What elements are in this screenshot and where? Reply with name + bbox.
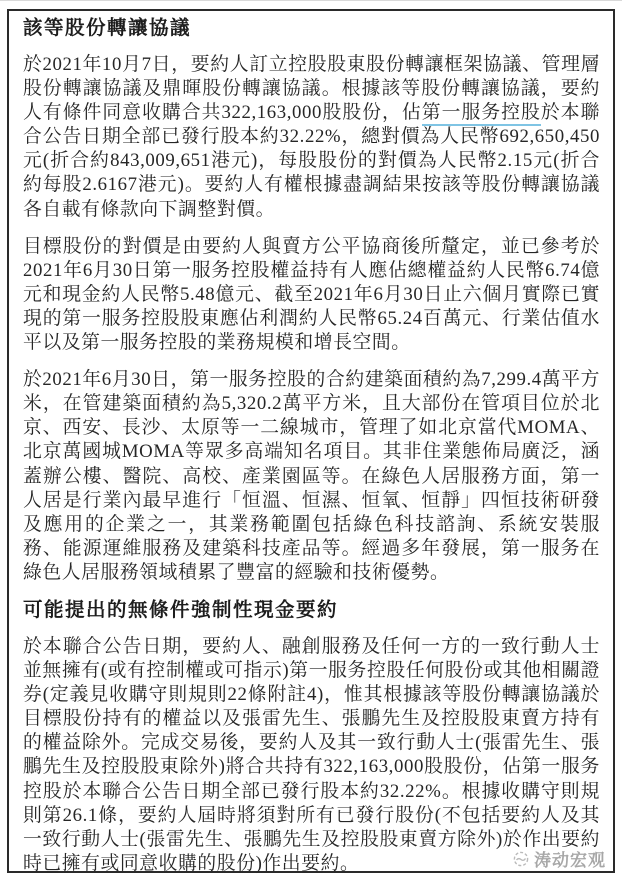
section-heading-mandatory-cash-offer: 可能提出的無條件強制性現金要約 bbox=[23, 598, 339, 621]
paragraph-consideration-basis: 目標股份的對價是由要約人與賣方公平協商後所釐定，並已參考於2021年6月30日第一服务控股權益持有人應佔總權益約人民幣6.74億元和現金約人民幣5.48億元、截至2021年6月30日止六個月實際已實現的第一服务控股股東應佔利潤約人民幣65.24百萬元、行業估值水平以及第一服务控股的業務規模和增長空間。 bbox=[23, 235, 600, 354]
section-heading-share-transfer-agreements: 該等股份轉讓協議 bbox=[23, 17, 192, 39]
document-border-frame bbox=[7, 9, 615, 873]
page-top-divider bbox=[0, 0, 622, 1]
watermark-label: 涛动宏观 bbox=[534, 851, 606, 870]
paragraph-text-before-company: 於2021年10月7日，要約人訂立控股股東股份轉讓框架協議、管理層股份轉讓協議及鼎暉股份轉讓協議。根據該等股份轉讓協議，要約人有條件同意收購合共322,163,000股股份，佔 bbox=[23, 54, 600, 124]
paragraph-text-after-company: 於本聯合公告日期全部已發行股本約32.22%，總對價為人民幣692,650,450元(折合約843,009,651港元)，每股股份的對價為人民幣2.15元(折合約每股2.6167港元)。要約人有權根據盡調結果按該等股份轉讓協議各自載有條款向下調整對價。 bbox=[23, 102, 600, 220]
paragraph-share-transfer-terms bbox=[23, 53, 600, 222]
company-name-underlined: 第一服务控股 bbox=[422, 102, 541, 126]
paragraph-business-overview: 於2021年6月30日，第一服务控股的合約建築面積約為7,299.4萬平方米，在管建築面積約為5,320.2萬平方米，且大部份在管項目位於北京、西安、長沙、太原等一二線城市，管理了如北京當代MOMA、北京萬國城MOMA等眾多高端知名項目。其非住業態佈局廣泛，涵蓋辦公樓、醫院、高校、產業園區等。在綠色人居服務方面，第一人居是行業內最早進行「恒溫、恒濕、恒氧、恒靜」四恒技術研發及應用的企業之一，其業務範圍包括綠色科技諮詢、系統安裝服務、能源運維服務及建築科技產品等。經過多年發展，第一服务在綠色人居服務領域積累了豐富的經驗和技術優勢。 bbox=[23, 369, 600, 583]
paragraph-cash-offer-details: 於本聯合公告日期，要約人、融創服務及任何一方的一致行動人士並無擁有(或有控制權或可指示)第一服务控股任何股份或其他相關證券(定義見收購守則規則22條附註4)，惟其根據該等股份轉讓協議於目標股份持有的權益以及張雷先生、張鵬先生及控股股東賣方持有的權益除外。完成交易後，要約人及其一致行動人士(張雷先生、張鵬先生及控股股東除外)將合共持有322,163,000股股份，佔第一服务控股於本聯合公告日期全部已發行股本約32.22%。根據收購守則規則第26.1條，要約人屆時將須對所有已發行股份(不包括要約人及其一致行動人士(張雷先生、張鵬先生及控股股東賣方除外)於作出要約時已擁有或同意收購的股份)作出要約。 bbox=[23, 635, 600, 874]
